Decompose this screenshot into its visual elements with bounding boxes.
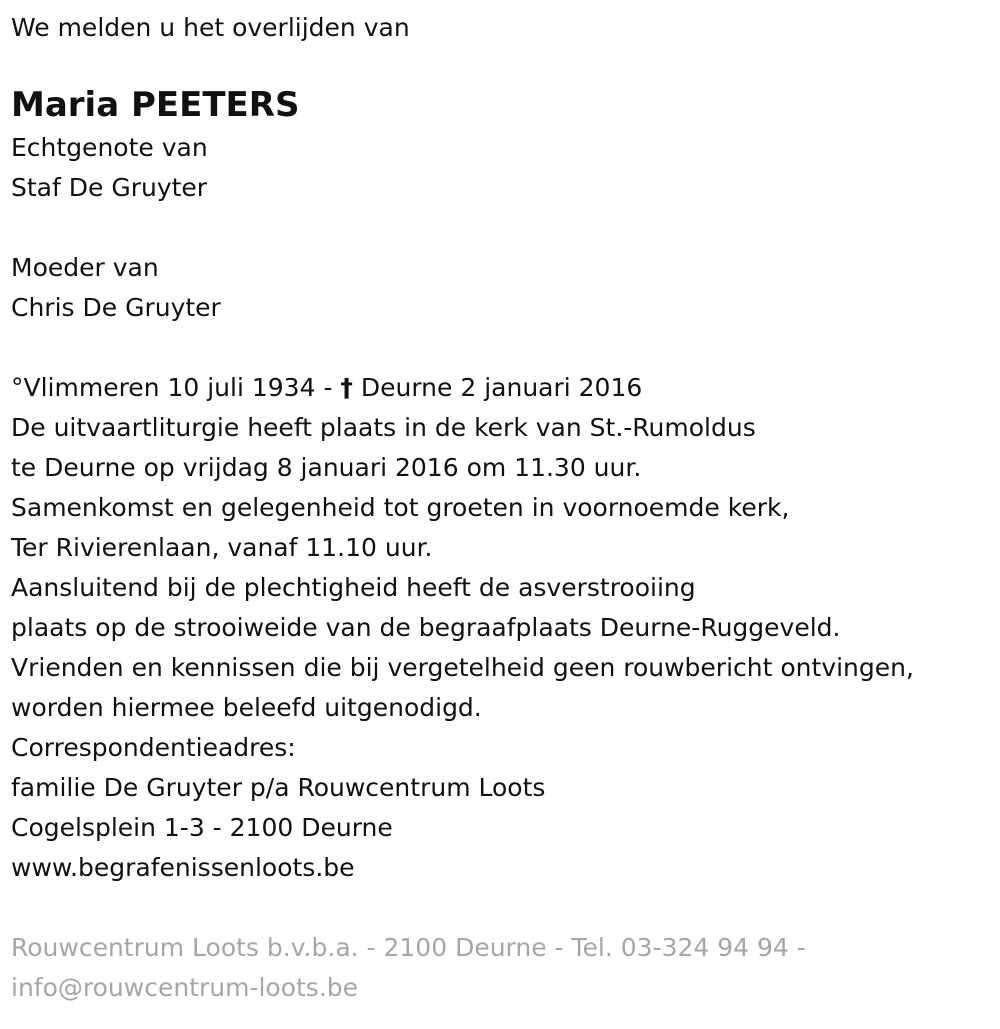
relation-role-child: Moeder van [11,253,159,282]
spacer [11,208,1000,248]
death-text: Deurne 2 januari 2016 [352,373,643,402]
notice-body [11,408,1000,888]
body-line: De uitvaartliturgie heeft plaats in de kerk van St.-Rumoldus [11,413,756,442]
relation-role-spouse: Echtgenote van [11,133,208,162]
cross-icon: † [340,373,353,402]
spacer [11,888,1000,928]
body-line: Correspondentieadres: [11,733,296,762]
birth-death-line [11,368,1000,408]
body-line: Vrienden en kennissen die bij vergetelheid geen rouwbericht ontvingen, [11,653,914,682]
body-line: Aansluitend bij de plechtigheid heeft de asverstrooiing [11,573,696,602]
body-line: familie De Gruyter p/a Rouwcentrum Loots [11,773,546,802]
relation-person-child: Chris De Gruyter [11,293,221,322]
body-line: Cogelsplein 1-3 - 2100 Deurne [11,813,393,842]
intro-text: We melden u het overlijden van [11,13,410,42]
footer-email-link[interactable]: info@rouwcentrum-loots.be [11,973,359,1002]
footer-company-line: Rouwcentrum Loots b.v.b.a. - 2100 Deurne - Tel. 03-324 94 94 - [11,933,806,962]
birth-text: Vlimmeren 10 juli 1934 - [23,373,341,402]
body-line: Ter Rivierenlaan, vanaf 11.10 uur. [11,533,433,562]
body-line: worden hiermee beleefd uitgenodigd. [11,693,482,722]
body-line: plaats op de strooiweide van de begraafplaats Deurne-Ruggeveld. [11,613,841,642]
website-link[interactable]: www.begrafenissenloots.be [11,853,355,882]
spacer [11,328,1000,368]
deceased-name: Maria PEETERS [11,85,300,125]
body-line: Samenkomst en gelegenheid tot groeten in voornoemde kerk, [11,493,790,522]
relation-person-spouse: Staf De Gruyter [11,173,208,202]
footer [11,928,1000,1008]
birth-symbol-icon: ° [11,373,24,402]
body-line: te Deurne op vrijdag 8 januari 2016 om 11.30 uur. [11,453,642,482]
